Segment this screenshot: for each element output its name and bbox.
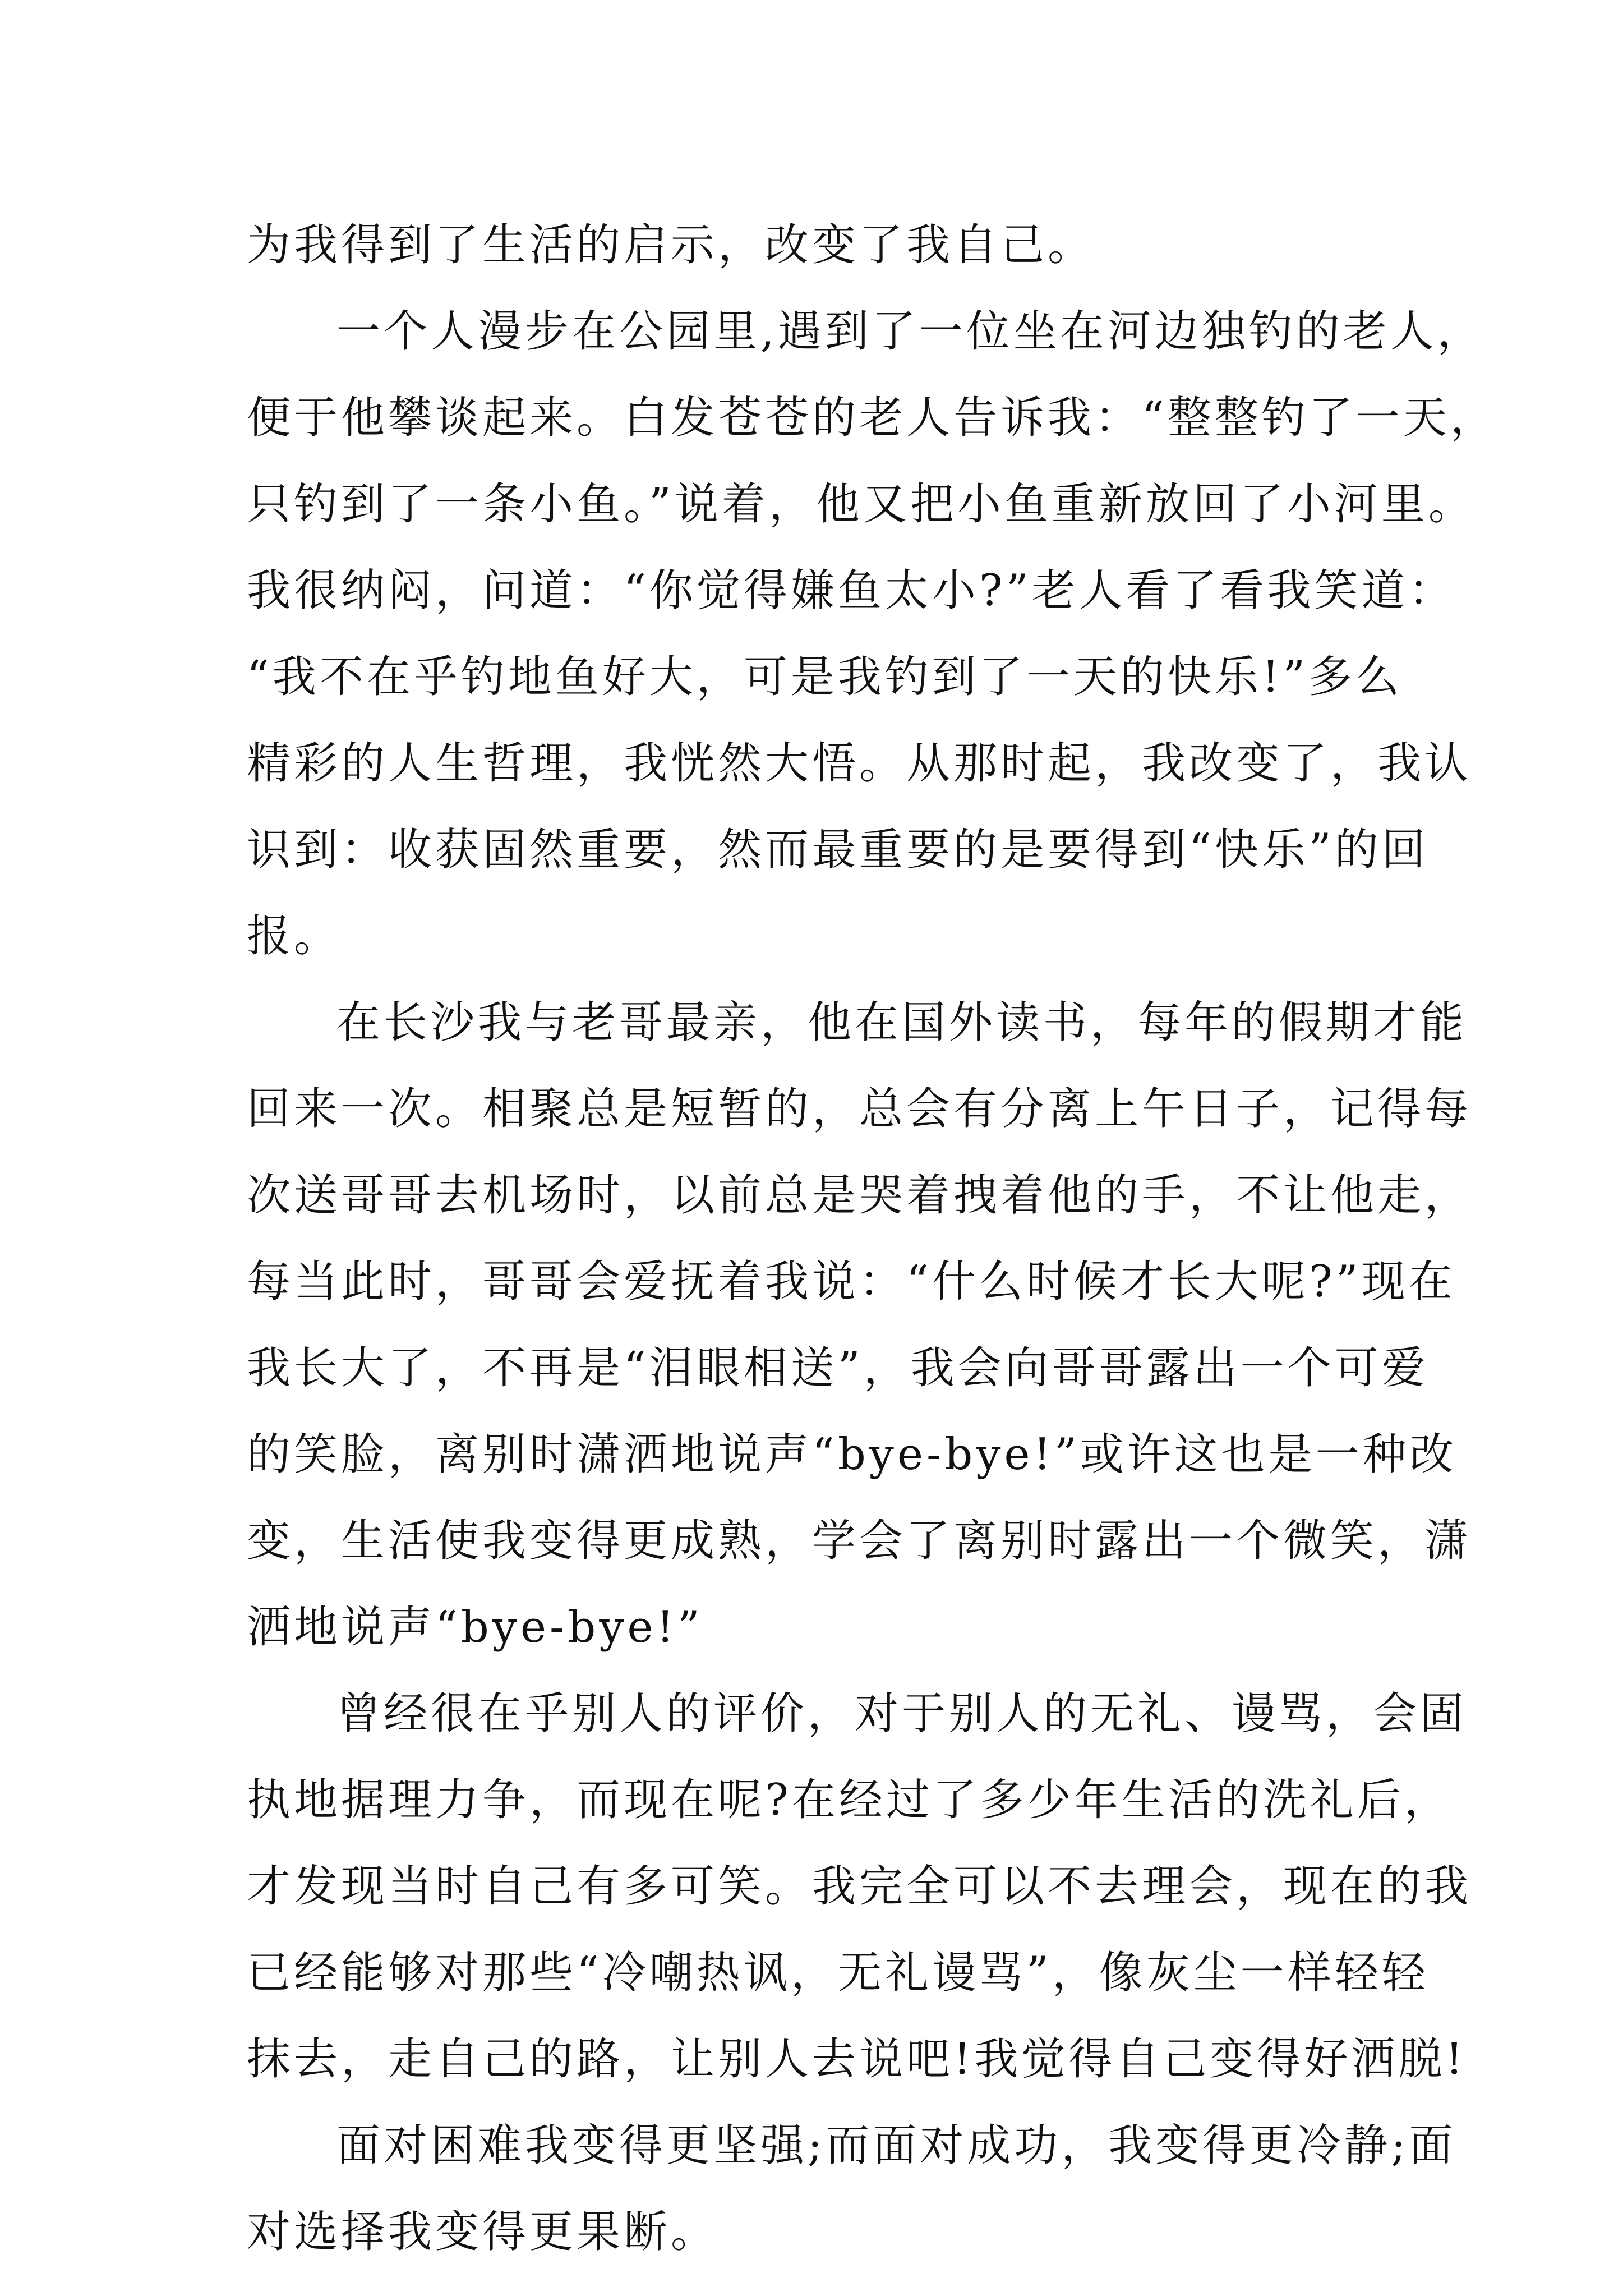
text-line: 我长大了，不再是“泪眼相送”，我会向哥哥露出一个可爱	[247, 1343, 1429, 1393]
text-line: 已经能够对那些“冷嘲热讽，无礼谩骂”，像灰尘一样轻轻	[247, 1948, 1429, 1998]
text-line: 次送哥哥去机场时，以前总是哭着拽着他的手，不让他走，	[247, 1170, 1472, 1221]
text-line: 报。	[247, 911, 342, 961]
paragraph-start-line: 面对困难我变得更坚强;而面对成功，我变得更冷静;面	[336, 2120, 1456, 2171]
body-text	[247, 202, 1497, 2275]
paragraph-start-line: 曾经很在乎别人的评价，对于别人的无礼、谩骂，会固	[336, 1688, 1468, 1739]
text-line: “我不在乎钓地鱼好大，可是我钓到了一天的快乐!”多么	[247, 652, 1403, 702]
text-line: 变，生活使我变得更成熟，学会了离别时露出一个微笑，潇	[247, 1516, 1472, 1566]
text-line: 便于他攀谈起来。白发苍苍的老人告诉我：“整整钓了一天，	[247, 393, 1497, 443]
text-line: 精彩的人生哲理，我恍然大悟。从那时起，我改变了，我认	[247, 738, 1472, 789]
text-line: 每当此时，哥哥会爱抚着我说：“什么时候才长大呢?”现在	[247, 1257, 1456, 1307]
text-line: 识到：收获固然重要，然而最重要的是要得到“快乐”的回	[247, 825, 1429, 875]
text-line: 抹去，走自己的路，让别人去说吧!我觉得自己变得好洒脱!	[247, 2034, 1467, 2085]
text-line: 我很纳闷，问道：“你觉得嫌鱼太小?”老人看了看我笑道：	[247, 565, 1456, 616]
text-line: 回来一次。相聚总是短暂的，总会有分离上午日子，记得每	[247, 1084, 1472, 1134]
text-line: 才发现当时自己有多可笑。我完全可以不去理会，现在的我	[247, 1861, 1472, 1912]
paragraph-start-line: 一个人漫步在公园里,遇到了一位坐在河边独钓的老人，	[336, 306, 1484, 357]
paragraph-start-line: 在长沙我与老哥最亲，他在国外读书，每年的假期才能	[336, 997, 1468, 1048]
text-line: 为我得到了生活的启示，改变了我自己。	[247, 220, 1095, 270]
text-line: 的笑脸，离别时潇洒地说声“bye-bye!”或许这也是一种改	[247, 1429, 1457, 1480]
text-line: 洒地说声“bye-bye!”	[247, 1602, 703, 1653]
text-line: 只钓到了一条小鱼。”说着，他又把小鱼重新放回了小河里。	[247, 479, 1476, 530]
text-line: 对选择我变得更果断。	[247, 2207, 718, 2257]
text-line: 执地据理力争，而现在呢?在经过了多少年生活的洗礼后，	[247, 1775, 1451, 1825]
